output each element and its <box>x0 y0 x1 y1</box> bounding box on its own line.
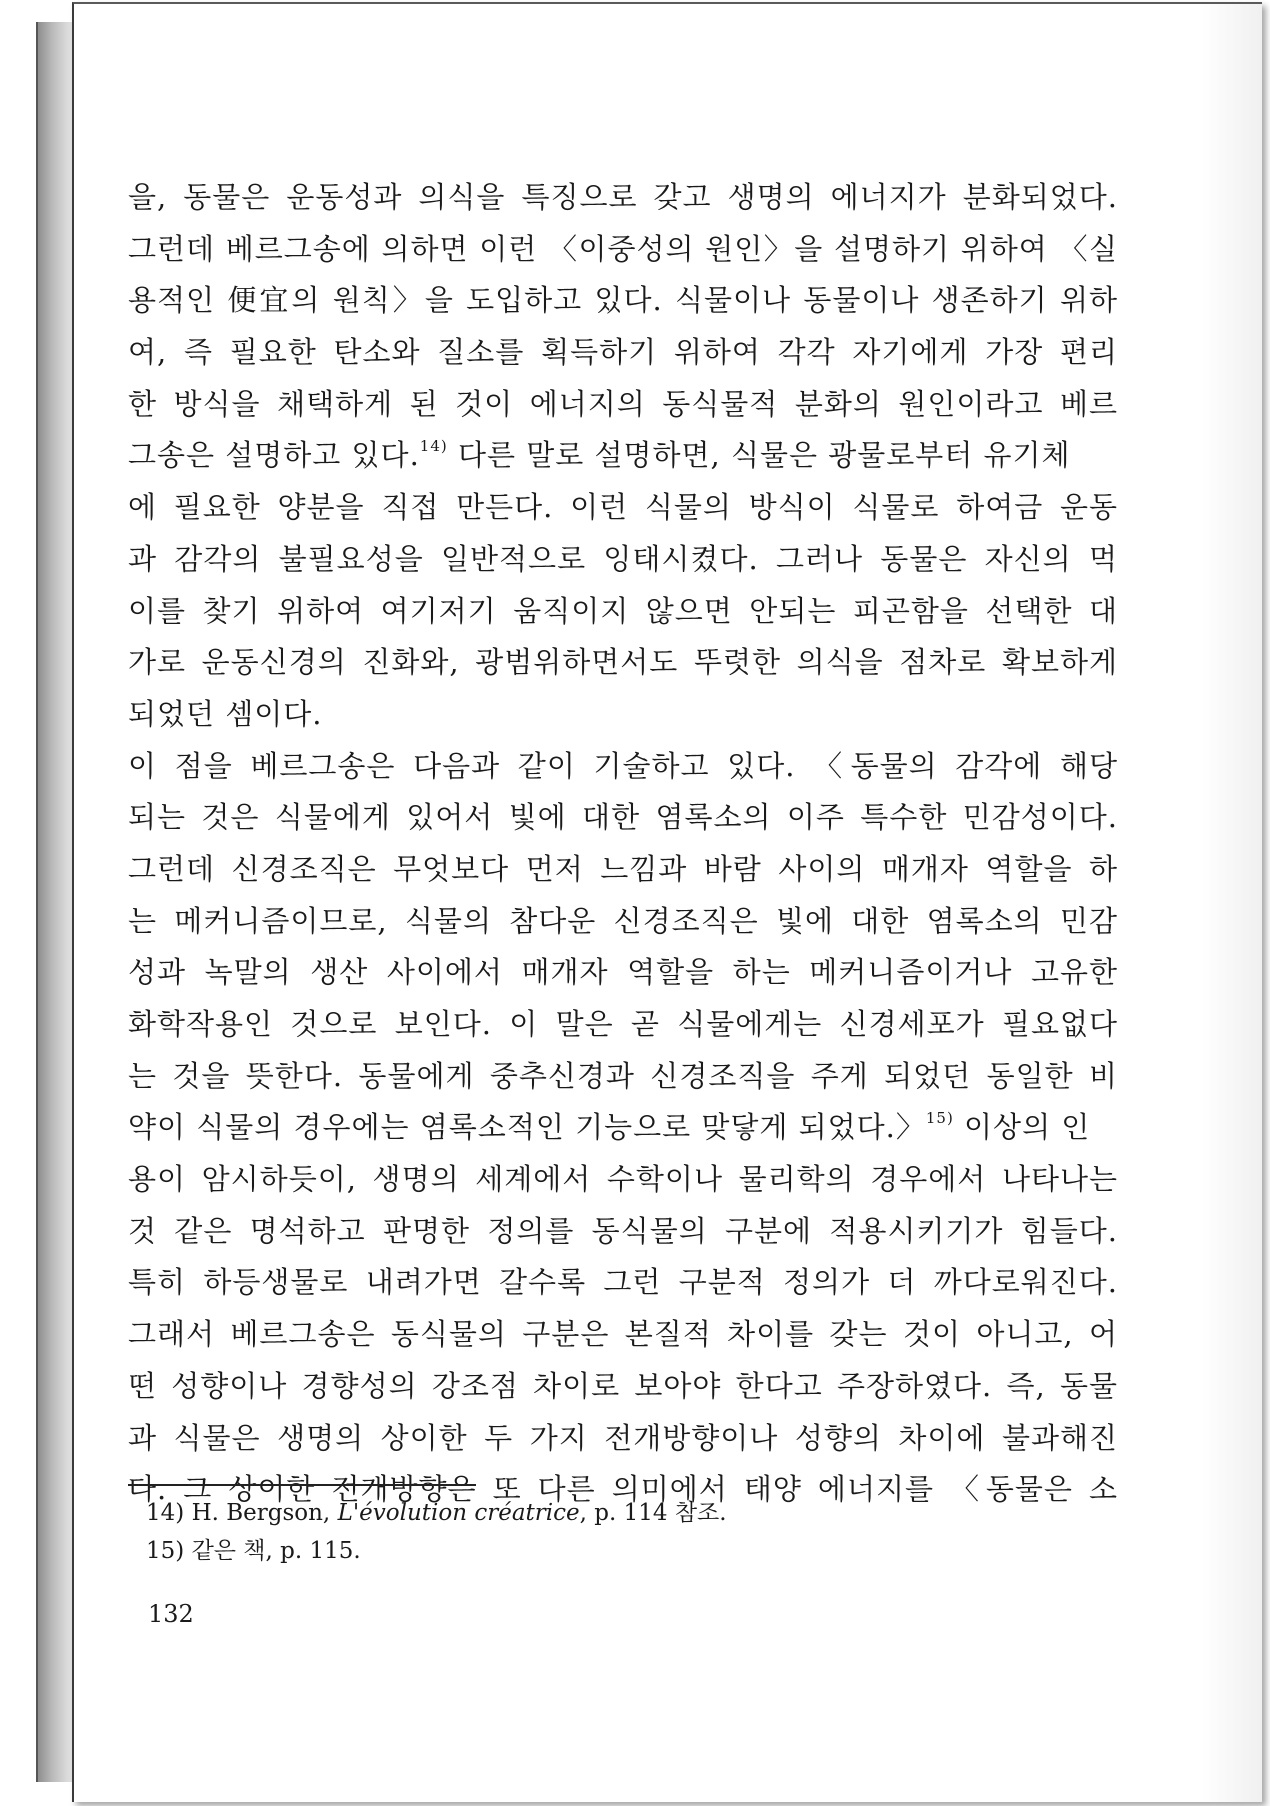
text-line: 을, 동물은 운동성과 의식을 특징으로 갖고 생명의 에너지가 분화되었다. <box>128 180 1118 214</box>
text-line: 과 감각의 불필요성을 일반적으로 잉태시켰다. 그러나 동물은 자신의 먹 <box>128 541 1118 576</box>
footnote-divider <box>128 1484 476 1486</box>
text-line: 이를 찾기 위하여 여기저기 움직이지 않으면 안되는 피곤함을 선택한 대 <box>128 593 1118 628</box>
text-line: 여, 즉 필요한 탄소와 질소를 획득하기 위하여 각각 자기에게 가장 편리 <box>128 335 1118 370</box>
text-line: 용적인 便宜의 원칙〉을 도입하고 있다. 식물이나 동물이나 생존하기 위하 <box>128 283 1118 318</box>
text-line: 것 같은 명석하고 판명한 정의를 동식물의 구분에 적용시키기가 힘들다. <box>128 1213 1118 1248</box>
text-line: 한 방식을 채택하게 된 것이 에너지의 동식물적 분화의 원인이라고 베르 <box>128 386 1118 421</box>
text-line <box>128 1102 1118 1154</box>
text-line: 특히 하등생물로 내려가면 갈수록 그런 구분적 정의가 더 까다로워진다. <box>128 1265 1118 1300</box>
text-line: 는 것을 뜻한다. 동물에게 중추신경과 신경조직을 주게 되었던 동일한 비 <box>128 1058 1118 1093</box>
footnote-ref: , p. 114 참조. <box>579 1500 727 1526</box>
footnote-mark-15: 15) <box>925 1109 954 1128</box>
text-line: 되었던 셈이다. <box>128 696 323 731</box>
text-line: 되는 것은 식물에게 있어서 빛에 대한 염록소의 이주 특수한 민감성이다. <box>128 800 1118 835</box>
text-line: 는 메커니즘이므로, 식물의 참다운 신경조직은 빛에 대한 염록소의 민감 <box>128 903 1118 938</box>
text-line: 과 식물은 생명의 상이한 두 가지 전개방향이나 성향의 차이에 불과해진 <box>128 1420 1118 1455</box>
text-line: 성과 녹말의 생산 사이에서 매개자 역할을 하는 메커니즘이거나 고유한 <box>128 955 1118 990</box>
footnote-mark-14: 14) <box>419 437 448 456</box>
text-line: 가로 운동신경의 진화와, 광범위하면서도 뚜렷한 의식을 점차로 확보하게 <box>128 645 1118 680</box>
text-line: 그래서 베르그송은 동식물의 구분은 본질적 차이를 갖는 것이 아니고, 어 <box>128 1317 1118 1352</box>
text-line: 화학작용인 것으로 보인다. 이 말은 곧 식물에게는 신경세포가 필요없다 <box>128 1007 1118 1041</box>
footnote-number: 14) <box>146 1500 185 1526</box>
text-fragment: 다른 말로 설명하면, 식물은 광물로부터 유기체 <box>447 438 1071 473</box>
text-fragment: 약이 식물의 경우에는 염록소적인 기능으로 맞닿게 되었다.〉 <box>128 1110 926 1145</box>
text-line <box>128 430 1118 482</box>
text-line: 떤 성향이나 경향성의 강조점 차이로 보아야 한다고 주장하였다. 즉, 동물 <box>128 1368 1118 1403</box>
text-line: 그런데 베르그송에 의하면 이런 〈이중성의 원인〉을 설명하기 위하여 〈실 <box>128 231 1118 266</box>
text-line: 그런데 신경조직은 무엇보다 먼저 느낌과 바람 사이의 매개자 역할을 하 <box>128 851 1118 886</box>
footnote-author: H. Bergson, <box>191 1500 331 1526</box>
text-line: 에 필요한 양분을 직접 만든다. 이런 식물의 방식이 식물로 하여금 운동 <box>128 490 1118 525</box>
footnote-number: 15) <box>146 1538 185 1564</box>
footnote-14 <box>146 1494 1046 1532</box>
footnotes <box>146 1494 1046 1570</box>
text-fragment: 그송은 설명하고 있다. <box>128 438 420 473</box>
footnote-text: 같은 책, p. 115. <box>191 1538 361 1564</box>
page-number: 132 <box>148 1600 194 1628</box>
text-line: 다. 그 상이한 전개방향은 또 다른 의미에서 태양 에너지를 〈동물은 소 <box>128 1472 1118 1507</box>
body-text <box>128 172 1118 1516</box>
text-fragment: 이상의 인 <box>953 1110 1091 1145</box>
footnote-book-title: L'évolution créatrice <box>337 1500 580 1526</box>
text-line: 용이 암시하듯이, 생명의 세계에서 수학이나 물리학의 경우에서 나타나는 <box>128 1162 1118 1197</box>
footnote-15 <box>146 1532 1046 1570</box>
text-line: 이 점을 베르그송은 다음과 같이 기술하고 있다. 〈동물의 감각에 해당 <box>128 748 1118 783</box>
page-shade <box>1202 4 1262 1802</box>
